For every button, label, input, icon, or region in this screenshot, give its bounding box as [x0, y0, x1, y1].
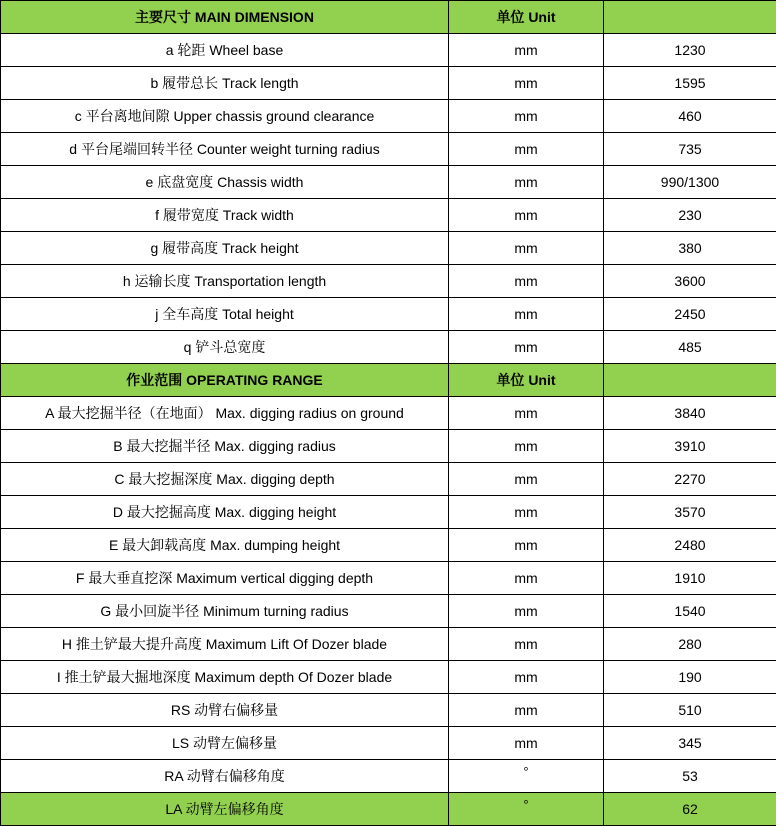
row-value: 1230 [604, 34, 776, 67]
row-unit: mm [449, 628, 604, 661]
row-value: 3840 [604, 397, 776, 430]
table-row [1, 595, 776, 628]
row-unit [449, 760, 604, 793]
table-row [1, 100, 776, 133]
row-unit: mm [449, 331, 604, 364]
row-value: 190 [604, 661, 776, 694]
row-unit: mm [449, 199, 604, 232]
row-unit: mm [449, 595, 604, 628]
table-row [1, 34, 776, 67]
row-value: 460 [604, 100, 776, 133]
section-title: 作业范围 OPERATING RANGE [1, 364, 449, 397]
table-row [1, 331, 776, 364]
row-label: A 最大挖掘半径（在地面） Max. digging radius on ground [1, 397, 449, 430]
row-value: 2480 [604, 529, 776, 562]
table-row [1, 628, 776, 661]
row-unit: mm [449, 727, 604, 760]
row-unit: mm [449, 694, 604, 727]
row-label: d 平台尾端回转半径 Counter weight turning radius [1, 133, 449, 166]
row-value: 280 [604, 628, 776, 661]
row-value: 345 [604, 727, 776, 760]
table-row [1, 727, 776, 760]
unit-header: 单位 Unit [449, 1, 604, 34]
value-header [604, 1, 776, 34]
row-value: 2270 [604, 463, 776, 496]
table-row [1, 661, 776, 694]
row-label: h 运输长度 Transportation length [1, 265, 449, 298]
row-value: 3910 [604, 430, 776, 463]
row-label: I 推土铲最大掘地深度 Maximum depth Of Dozer blade [1, 661, 449, 694]
row-unit: mm [449, 661, 604, 694]
row-value: 1540 [604, 595, 776, 628]
row-label: b 履带总长 Track length [1, 67, 449, 100]
row-label: e 底盘宽度 Chassis width [1, 166, 449, 199]
row-label: q 铲斗总宽度 [1, 331, 449, 364]
row-value: 1595 [604, 67, 776, 100]
degree-unit: ° [523, 797, 529, 812]
table-row [1, 496, 776, 529]
row-value: 3600 [604, 265, 776, 298]
degree-unit: ° [523, 764, 529, 779]
row-label: C 最大挖掘深度 Max. digging depth [1, 463, 449, 496]
table-row [1, 232, 776, 265]
main-dimension-header-row [1, 1, 776, 34]
row-label: D 最大挖掘高度 Max. digging height [1, 496, 449, 529]
row-value: 3570 [604, 496, 776, 529]
row-label: RS 动臂右偏移量 [1, 694, 449, 727]
row-value: 510 [604, 694, 776, 727]
row-label: a 轮距 Wheel base [1, 34, 449, 67]
table-row [1, 166, 776, 199]
table-row [1, 397, 776, 430]
row-unit: mm [449, 430, 604, 463]
operating-range-header-row [1, 364, 776, 397]
row-unit: mm [449, 166, 604, 199]
table-row-highlighted [1, 793, 776, 826]
row-label: RA 动臂右偏移角度 [1, 760, 449, 793]
row-label: LS 动臂左偏移量 [1, 727, 449, 760]
row-unit: mm [449, 562, 604, 595]
row-value: 735 [604, 133, 776, 166]
row-unit: mm [449, 496, 604, 529]
row-unit: mm [449, 298, 604, 331]
row-label: c 平台离地间隙 Upper chassis ground clearance [1, 100, 449, 133]
row-label: LA 动臂左偏移角度 [1, 793, 449, 826]
row-label: G 最小回旋半径 Minimum turning radius [1, 595, 449, 628]
row-unit: mm [449, 463, 604, 496]
row-value: 485 [604, 331, 776, 364]
row-unit: mm [449, 232, 604, 265]
table-row [1, 760, 776, 793]
row-value: 990/1300 [604, 166, 776, 199]
row-label: g 履带高度 Track height [1, 232, 449, 265]
table-row [1, 133, 776, 166]
table-row [1, 430, 776, 463]
row-value: 230 [604, 199, 776, 232]
row-value: 380 [604, 232, 776, 265]
table-row [1, 694, 776, 727]
table-row [1, 67, 776, 100]
row-label: F 最大垂直挖深 Maximum vertical digging depth [1, 562, 449, 595]
table-row [1, 265, 776, 298]
row-value: 62 [604, 793, 776, 826]
row-label: E 最大卸载高度 Max. dumping height [1, 529, 449, 562]
row-label: B 最大挖掘半径 Max. digging radius [1, 430, 449, 463]
row-unit: mm [449, 100, 604, 133]
table-row [1, 199, 776, 232]
row-unit [449, 793, 604, 826]
row-label: j 全车高度 Total height [1, 298, 449, 331]
row-unit: mm [449, 265, 604, 298]
row-unit: mm [449, 34, 604, 67]
row-label: f 履带宽度 Track width [1, 199, 449, 232]
value-header [604, 364, 776, 397]
row-unit: mm [449, 529, 604, 562]
table-row [1, 529, 776, 562]
table-row [1, 562, 776, 595]
table-row [1, 298, 776, 331]
unit-header: 单位 Unit [449, 364, 604, 397]
row-label: H 推土铲最大提升高度 Maximum Lift Of Dozer blade [1, 628, 449, 661]
row-unit: mm [449, 133, 604, 166]
row-value: 1910 [604, 562, 776, 595]
section-title: 主要尺寸 MAIN DIMENSION [1, 1, 449, 34]
row-unit: mm [449, 397, 604, 430]
row-value: 2450 [604, 298, 776, 331]
table-row [1, 463, 776, 496]
row-unit: mm [449, 67, 604, 100]
row-value: 53 [604, 760, 776, 793]
